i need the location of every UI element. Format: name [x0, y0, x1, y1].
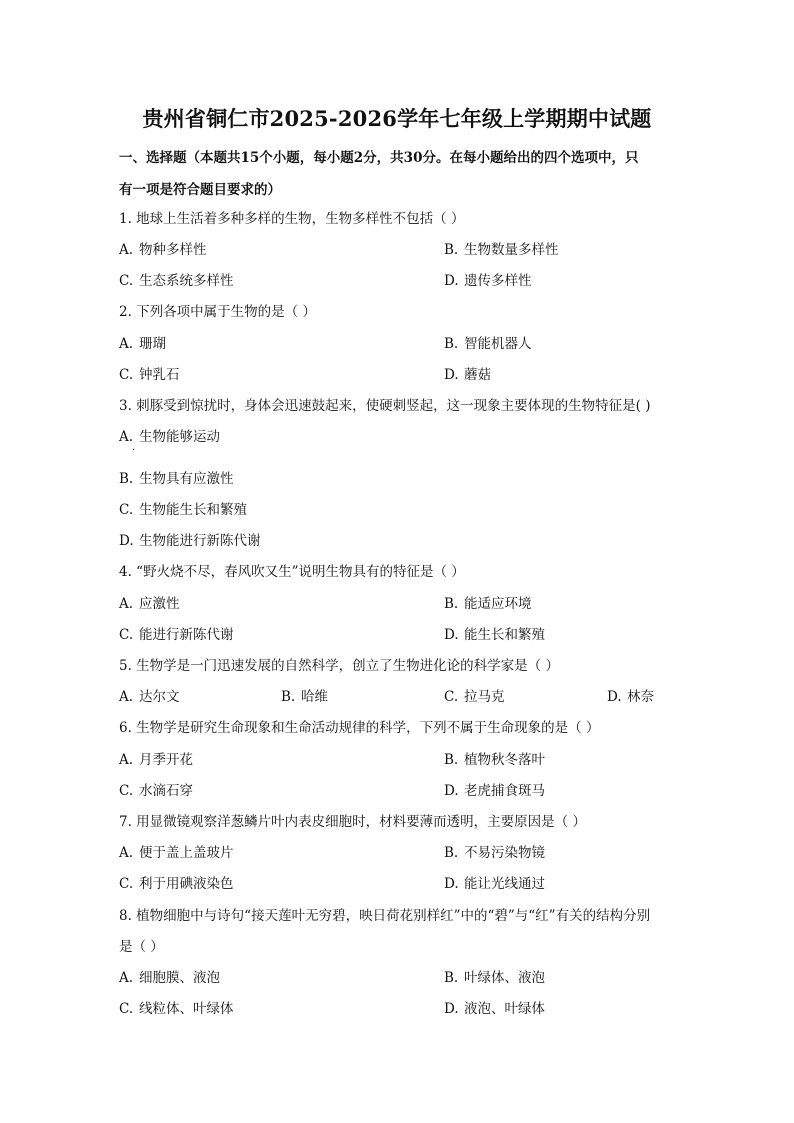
question-2-option-c: C. 钟乳石 [119, 367, 180, 383]
question-6-option-b: B. 植物秋冬落叶 [444, 752, 545, 768]
question-7-option-a: A. 便于盖上盖玻片 [119, 845, 234, 861]
question-7-option-c: C. 利于用碘液染色 [119, 876, 234, 892]
question-7-stem: 7. 用显微镜观察洋葱鳞片叶内表皮细胞时，材料要薄而透明，主要原因是（ ） [119, 814, 586, 830]
question-2-option-b: B. 智能机器人 [444, 336, 532, 352]
question-3-option-a: A. 生物能够运动 [119, 429, 220, 445]
question-5-stem: 5. 生物学是一门迅速发展的自然科学，创立了生物进化论的科学家是（ ） [119, 658, 559, 674]
question-4-option-c: C. 能进行新陈代谢 [119, 627, 234, 643]
question-2-option-d: D. 蘑菇 [444, 367, 491, 383]
page-title: 贵州省铜仁市2025-2026学年七年级上学期期中试题 [142, 106, 652, 131]
question-7-option-b: B. 不易污染物镜 [444, 845, 545, 861]
section-instructions-line-2: 有一项是符合题目要求的） [119, 182, 281, 198]
question-6-option-a: A. 月季开花 [119, 752, 193, 768]
question-5-option-a: A. 达尔文 [119, 689, 180, 705]
question-8-option-a: A. 细胞膜、液泡 [119, 970, 220, 986]
question-1-option-d: D. 遗传多样性 [444, 273, 532, 289]
question-3-option-d: D. 生物能进行新陈代谢 [119, 533, 261, 549]
question-8-stem: 8. 植物细胞中与诗句“接天莲叶无穷碧，映日荷花别样红”中的“碧”与“红”有关的结构分别 [119, 908, 651, 924]
question-8-option-d: D. 液泡、叶绿体 [444, 1001, 545, 1017]
question-1-stem: 1. 地球上生活着多种多样的生物，生物多样性不包括（ ） [119, 211, 465, 227]
question-6-stem: 6. 生物学是研究生命现象和生命活动规律的科学，下列不属于生命现象的是（ ） [119, 720, 600, 736]
question-2-stem: 2. 下列各项中属于生物的是（ ） [119, 304, 316, 320]
question-6-option-c: C. 水滴石穿 [119, 783, 193, 799]
dot-mark: · [132, 445, 136, 456]
question-5-option-c: C. 拉马克 [444, 689, 505, 705]
question-3-option-c: C. 生物能生长和繁殖 [119, 502, 247, 518]
question-4-stem: 4. “野火烧不尽，春风吹又生”说明生物具有的特征是（ ） [119, 564, 465, 580]
question-3-stem: 3. 刺豚受到惊扰时，身体会迅速鼓起来，使硬刺竖起，这一现象主要体现的生物特征是( ) [119, 398, 651, 414]
question-6-option-d: D. 老虎捕食斑马 [444, 783, 545, 799]
question-8-option-b: B. 叶绿体、液泡 [444, 970, 545, 986]
question-5-option-b: B. 哈维 [281, 689, 328, 705]
question-4-option-a: A. 应激性 [119, 596, 180, 612]
question-2-option-a: A. 珊瑚 [119, 336, 166, 352]
question-8-stem-continued: 是（ ） [119, 939, 164, 955]
section-instructions-line-1: 一、选择题（本题共15个小题，每小题2分，共30分。在每小题给出的四个选项中，只 [119, 150, 639, 166]
question-3-option-b: B. 生物具有应激性 [119, 471, 234, 487]
question-1-option-b: B. 生物数量多样性 [444, 242, 559, 258]
question-7-option-d: D. 能让光线通过 [444, 876, 545, 892]
question-4-option-b: B. 能适应环境 [444, 596, 532, 612]
question-4-option-d: D. 能生长和繁殖 [444, 627, 545, 643]
question-1-option-c: C. 生态系统多样性 [119, 273, 234, 289]
question-5-option-d: D. 林奈 [607, 689, 654, 705]
question-8-option-c: C. 线粒体、叶绿体 [119, 1001, 234, 1017]
question-1-option-a: A. 物种多样性 [119, 242, 207, 258]
